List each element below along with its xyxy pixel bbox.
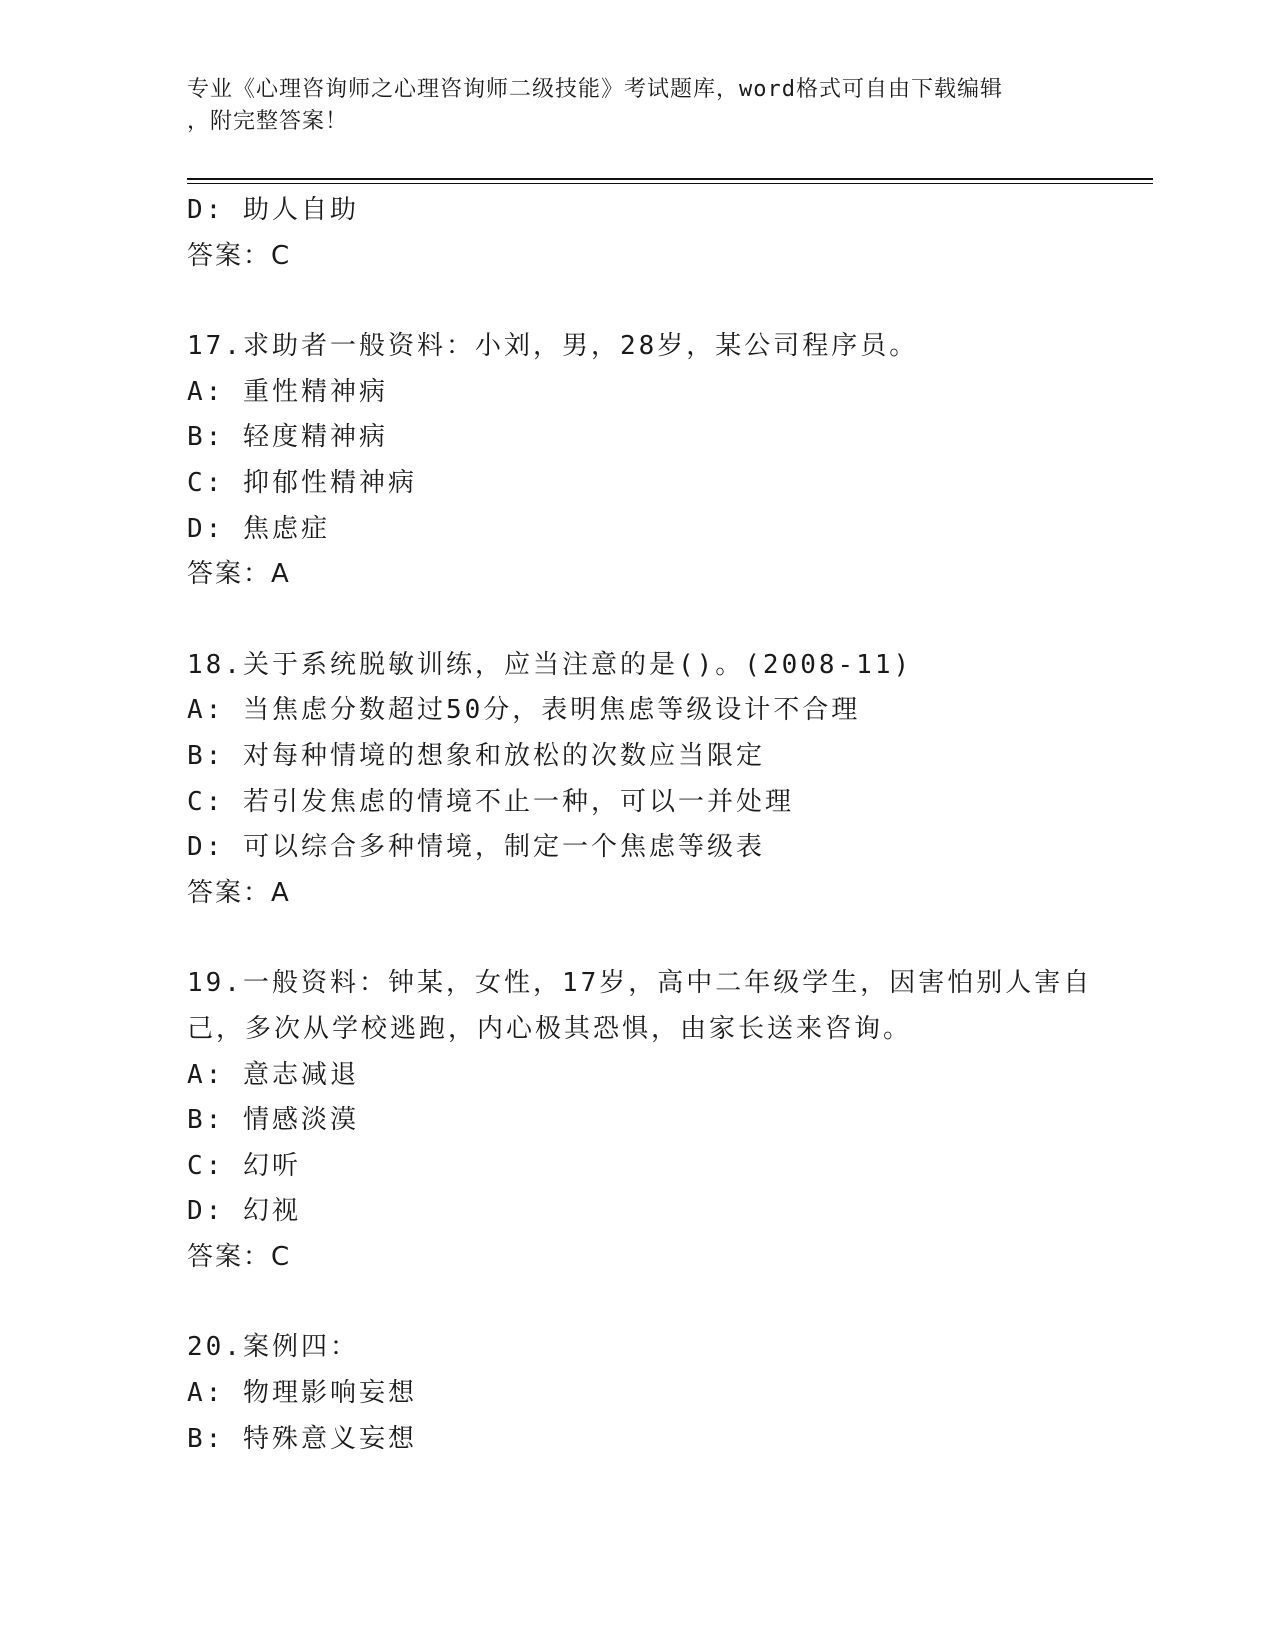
question-list — [187, 188, 1107, 1462]
option-a: A: 重性精神病 — [187, 376, 388, 407]
document-header — [187, 74, 1067, 138]
option-b: B: 情感淡漠 — [187, 1105, 359, 1136]
header-title-line-2: ，附完整答案！ — [187, 109, 349, 134]
option-d: D: 可以综合多种情境，制定一个焦虑等级表 — [187, 832, 765, 863]
question-18 — [187, 643, 1107, 917]
option-d: D: 焦虑症 — [187, 513, 330, 544]
option-a: A: 意志减退 — [187, 1059, 359, 1090]
answer-line: 答案：A — [187, 877, 291, 908]
spacer — [187, 916, 1107, 961]
header-rule-thick — [187, 178, 1153, 180]
answer-line: 答案：C — [187, 240, 292, 271]
answer-line: 答案：C — [187, 1241, 292, 1272]
option-b: B: 对每种情境的想象和放松的次数应当限定 — [187, 740, 765, 771]
question-stem: 20.案例四： — [187, 1332, 359, 1363]
option-a: A: 物理影响妄想 — [187, 1378, 417, 1409]
option-c: C: 若引发焦虑的情境不止一种，可以一并处理 — [187, 786, 794, 817]
header-title-line-1: 专业《心理咨询师之心理咨询师二级技能》考试题库，word格式可自由下载编辑 — [187, 77, 1003, 102]
option-d: D: 助人自助 — [187, 195, 359, 225]
option-d: D: 幻视 — [187, 1196, 301, 1227]
question-17 — [187, 324, 1107, 598]
question-stem-line-1: 19.一般资料：钟某，女性，17岁，高中二年级学生，因害怕别人害自 — [187, 968, 1093, 999]
header-rule-thin — [187, 183, 1153, 184]
question-19 — [187, 961, 1107, 1280]
question-stem: 18.关于系统脱敏训练，应当注意的是()。(2008-11) — [187, 649, 913, 680]
option-c: C: 抑郁性精神病 — [187, 467, 417, 498]
question-stem: 17.求助者一般资料：小刘，男，28岁，某公司程序员。 — [187, 331, 919, 362]
option-b: B: 特殊意义妄想 — [187, 1423, 417, 1454]
question-20 — [187, 1325, 1107, 1462]
option-a: A: 当焦虑分数超过50分，表明焦虑等级设计不合理 — [187, 695, 861, 726]
spacer — [187, 279, 1107, 324]
question-stem-line-2: 己，多次从学校逃跑，内心极其恐惧，由家长送来咨询。 — [187, 1013, 913, 1044]
answer-line: 答案：A — [187, 559, 291, 590]
spacer — [187, 598, 1107, 643]
spacer — [187, 1280, 1107, 1325]
option-b: B: 轻度精神病 — [187, 422, 388, 453]
option-c: C: 幻听 — [187, 1150, 301, 1181]
